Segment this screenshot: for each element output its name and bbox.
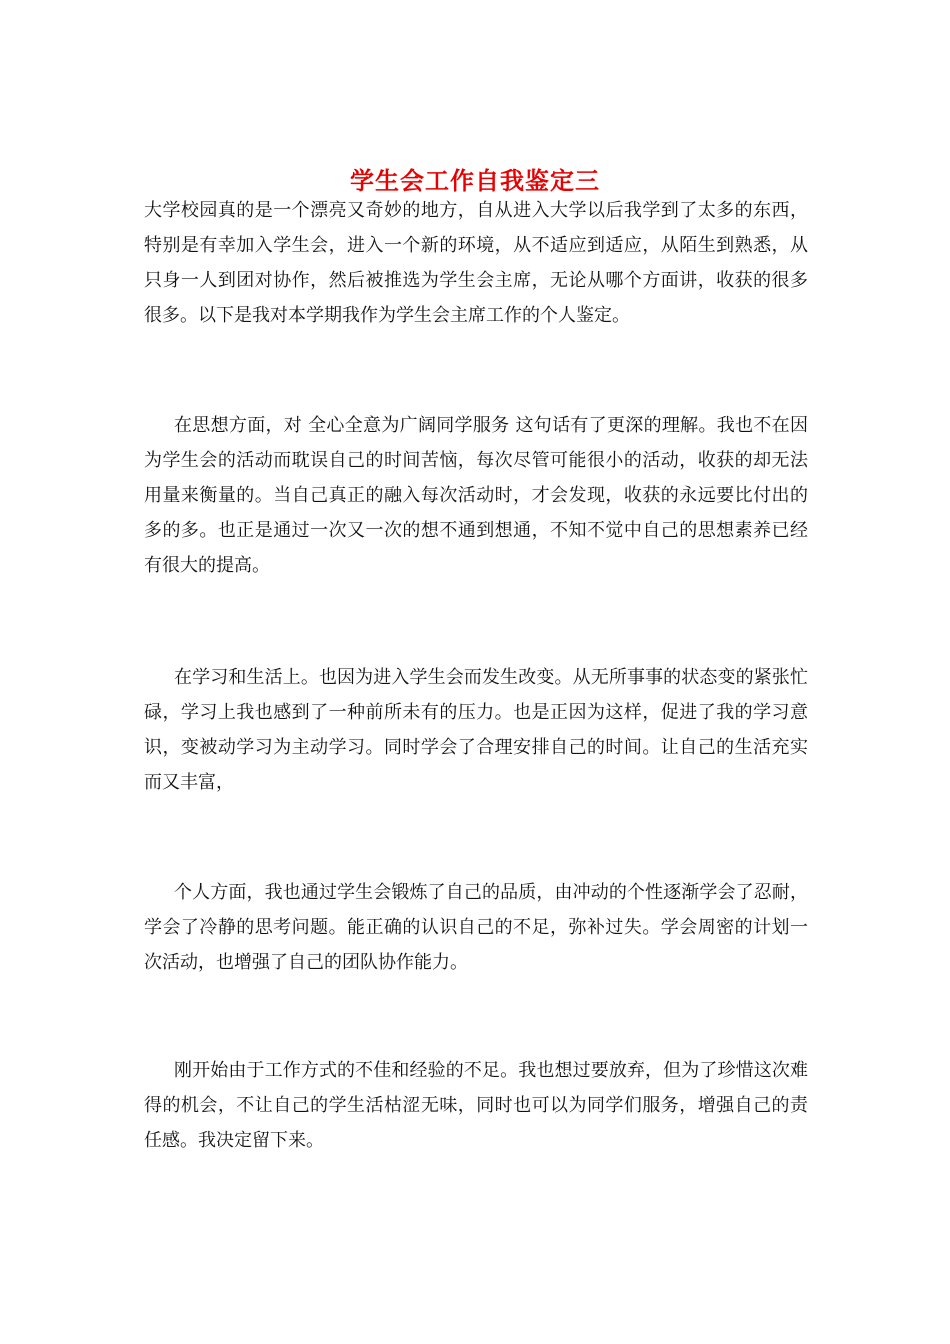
paragraph-beginning: 刚开始由于工作方式的不佳和经验的不足。我也想过要放弃，但为了珍惜这次难得的机会，不让自己的学生活枯涩无味，同时也可以为同学们服务，增强自己的责任感。我决定留下来。 xyxy=(144,1060,808,1151)
paragraph-study-life: 在学习和生活上。也因为进入学生会而发生改变。从无所事事的状态变的紧张忙碌，学习上我也感到了一种前所未有的压力。也是正因为这样，促进了我的学习意识，变被动学习为主动学习。同时学会了合理安排自己的时间。让自己的生活充实而又丰富， xyxy=(144,667,808,793)
paragraph-intro: 大学校园真的是一个漂亮又奇妙的地方，自从进入大学以后我学到了太多的东西，特别是有幸加入学生会，进入一个新的环境，从不适应到适应，从陌生到熟悉，从只身一人到团对协作，然后被推选为学生会主席，无论从哪个方面讲，收获的很多很多。以下是我对本学期我作为学生会主席工作的个人鉴定。 xyxy=(144,200,808,326)
paragraph-personal: 个人方面，我也通过学生会锻炼了自己的品质，由冲动的个性逐渐学会了忍耐，学会了冷静的思考问题。能正确的认识自己的不足，弥补过失。学会周密的计划一次活动，也增强了自己的团队协作能力。 xyxy=(144,882,808,973)
paragraph-thought: 在思想方面，对 全心全意为广阔同学服务 这句话有了更深的理解。我也不在因为学生会的活动而耽误自己的时间苦恼，每次尽管可能很小的活动，收获的却无法用量来衡量的。当自己真正的融入每次活动时，才会发现，收获的永远要比付出的多的多。也正是通过一次又一次的想不通到想通，不知不觉中自己的思想素养已经有很大的提高。 xyxy=(144,415,808,576)
document-title: 学生会工作自我鉴定三 xyxy=(350,166,600,196)
